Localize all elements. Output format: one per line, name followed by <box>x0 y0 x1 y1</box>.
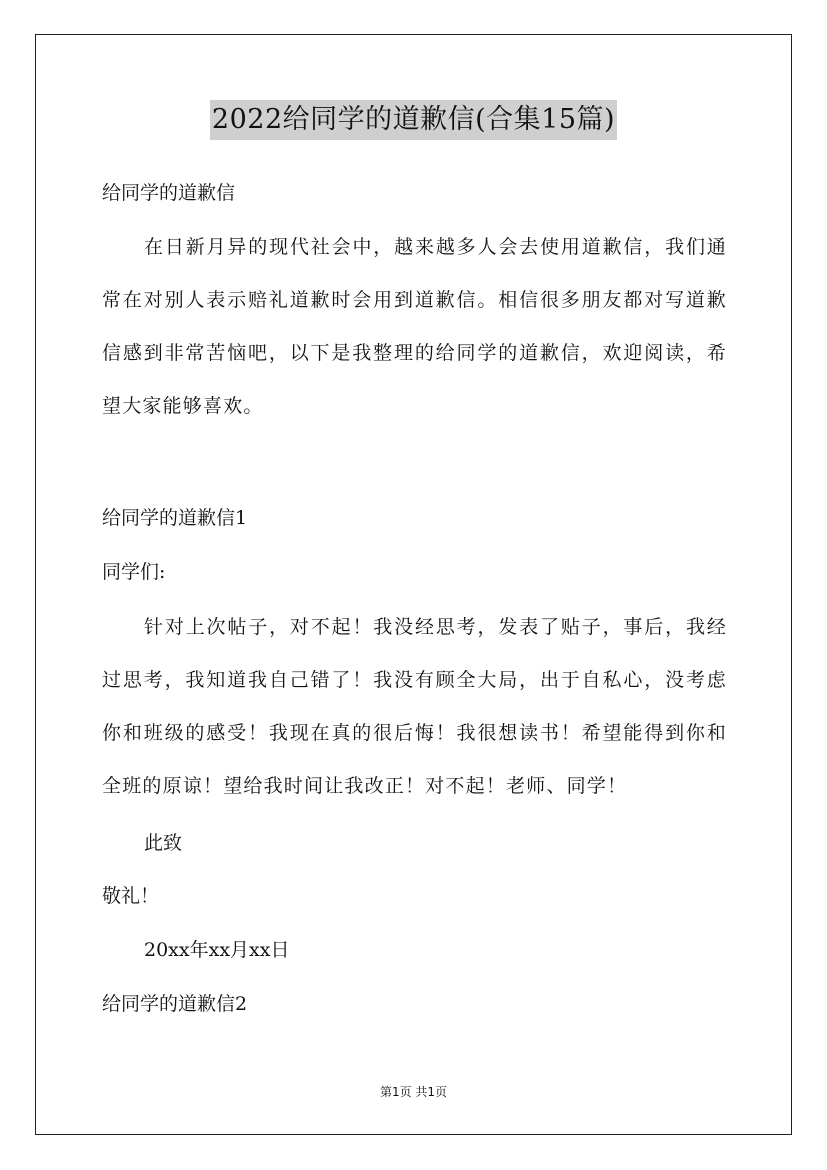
closing-line: 此致 <box>144 832 183 854</box>
letter1-salutation: 同学们: <box>102 561 166 583</box>
letter-date: 20xx年xx月xx日 <box>144 939 290 961</box>
letter1-heading: 给同学的道歉信1 <box>102 507 248 529</box>
title-container <box>0 100 827 140</box>
letter2-heading: 给同学的道歉信2 <box>102 993 248 1015</box>
page-footer: 第1页 共1页 <box>379 1085 448 1099</box>
section-heading: 给同学的道歉信 <box>102 182 236 204</box>
closing-salute: 敬礼！ <box>102 885 160 907</box>
document-title: 2022给同学的道歉信(合集15篇) <box>210 100 617 140</box>
intro-paragraph: 在日新月异的现代社会中，越来越多人会去使用道歉信，我们通常在对别人表示赔礼道歉时会用到道歉信。相信很多朋友都对写道歉信感到非常苦恼吧，以下是我整理的给同学的道歉信，欢迎阅读，希望大家能够喜欢。 <box>102 236 727 417</box>
letter1-body: 针对上次帖子，对不起！我没经思考，发表了贴子，事后，我经过思考，我知道我自己错了！我没有顾全大局，出于自私心，没考虑你和班级的感受！我现在真的很后悔！我很想读书！希望能得到你和全班的原谅！望给我时间让我改正！对不起！老师、同学！ <box>102 616 727 797</box>
